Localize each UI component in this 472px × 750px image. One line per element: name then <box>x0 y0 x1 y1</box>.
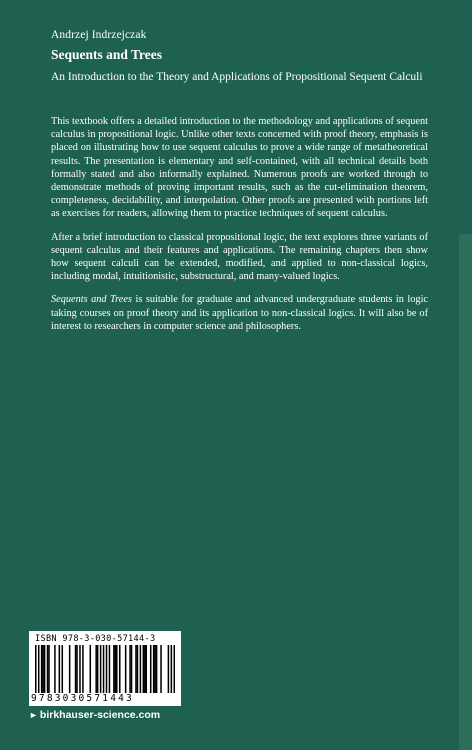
barcode-bar <box>48 645 50 693</box>
barcode-bar <box>115 645 117 693</box>
barcode-bar <box>135 645 137 693</box>
barcode-bar <box>168 645 170 693</box>
barcode-bar <box>47 645 49 693</box>
barcode-box <box>29 631 181 706</box>
barcode-bar <box>150 645 152 693</box>
barcode-bar <box>144 645 146 693</box>
barcode-bar <box>62 645 64 693</box>
barcode-bar <box>116 645 118 693</box>
barcode-bar <box>82 645 84 693</box>
barcode-bar <box>38 645 40 693</box>
barcode-bar <box>129 645 131 693</box>
barcode-bar <box>95 645 97 693</box>
spine-strip <box>459 234 472 750</box>
barcode-bar <box>131 645 133 693</box>
barcode-bar <box>76 645 78 693</box>
barcode-bar <box>90 645 92 693</box>
isbn-label: ISBN 978-3-030-57144-3 <box>35 634 156 644</box>
barcode-bar <box>97 645 99 693</box>
blurb-paragraph-3 <box>51 293 428 333</box>
barcode-icon <box>35 645 175 693</box>
barcode-bar <box>103 645 105 693</box>
barcode-digits: 9783030571443 <box>31 693 134 704</box>
barcode-bar <box>42 645 44 693</box>
barcode-bar <box>125 645 127 693</box>
blurb-paragraph-1: This textbook offers a detailed introduction to the methodology and applications of sequent calculus in propositional logic. Unlike other texts concerned with proof theory, emphasis is placed on illustrating how to use sequent calculus to prove a wide range of metatheoretical results. The presentation is elementary and self-contained, with all technical details both formally stated and also informally explained. Numerous proofs are worked through to demonstrate methods of proving important results, such as the cut-elimination theorem, completeness, decidability, and interpolation. Other proofs are presented with portions left as exercises for readers, allowing them to practice techniques of sequent calculus. <box>51 116 428 220</box>
blurb <box>51 115 428 343</box>
barcode-bar <box>171 645 173 693</box>
barcode-bar <box>153 645 155 693</box>
barcode-bar <box>35 645 37 693</box>
barcode-bar <box>59 645 61 693</box>
author-name: Andrzej Indrzejczak <box>51 29 147 41</box>
barcode-bar <box>44 645 46 693</box>
barcode-bar <box>100 645 102 693</box>
barcode-bar <box>54 645 56 693</box>
barcode-bar <box>113 645 115 693</box>
blurb-paragraph-3-rest: is suitable for graduate and advanced undergraduate students in logic taking courses on proof theory and its application to non-classical logics. It will also be of interest to researchers in computer science and philosophers. <box>51 294 428 332</box>
book-title: Sequents and Trees <box>51 47 163 62</box>
barcode-bar <box>109 645 111 693</box>
barcode-bar <box>146 645 148 693</box>
barcode-bar <box>143 645 145 693</box>
barcode-bar <box>41 645 43 693</box>
barcode-bar <box>119 645 121 693</box>
barcode-bar <box>140 645 142 693</box>
barcode-bar <box>69 645 71 693</box>
barcode-bar <box>106 645 108 693</box>
publisher-url: birkhauser-science.com <box>39 709 161 721</box>
blurb-paragraph-2: After a brief introduction to classical propositional logic, the text explores three variants of sequent calculus and their features and applications. The remaining chapters then show how sequent calculi can be extended, modified, and applied to non-classical logics, including modal, intuitionistic, substructural, and many-valued logics. <box>51 231 428 283</box>
book-subtitle: An Introduction to the Theory and Applications of Propositional Sequent Calculi <box>51 71 423 83</box>
barcode-bar <box>160 645 162 693</box>
barcode-bar <box>137 645 139 693</box>
barcode-bar <box>156 645 158 693</box>
blurb-title-italic: Sequents and Trees <box>51 294 132 306</box>
barcode-bar <box>75 645 77 693</box>
publisher-link[interactable] <box>29 709 160 721</box>
barcode-bar <box>174 645 175 693</box>
barcode-bar <box>79 645 81 693</box>
arrow-right-icon: ► <box>29 710 38 720</box>
barcode-bar <box>154 645 156 693</box>
